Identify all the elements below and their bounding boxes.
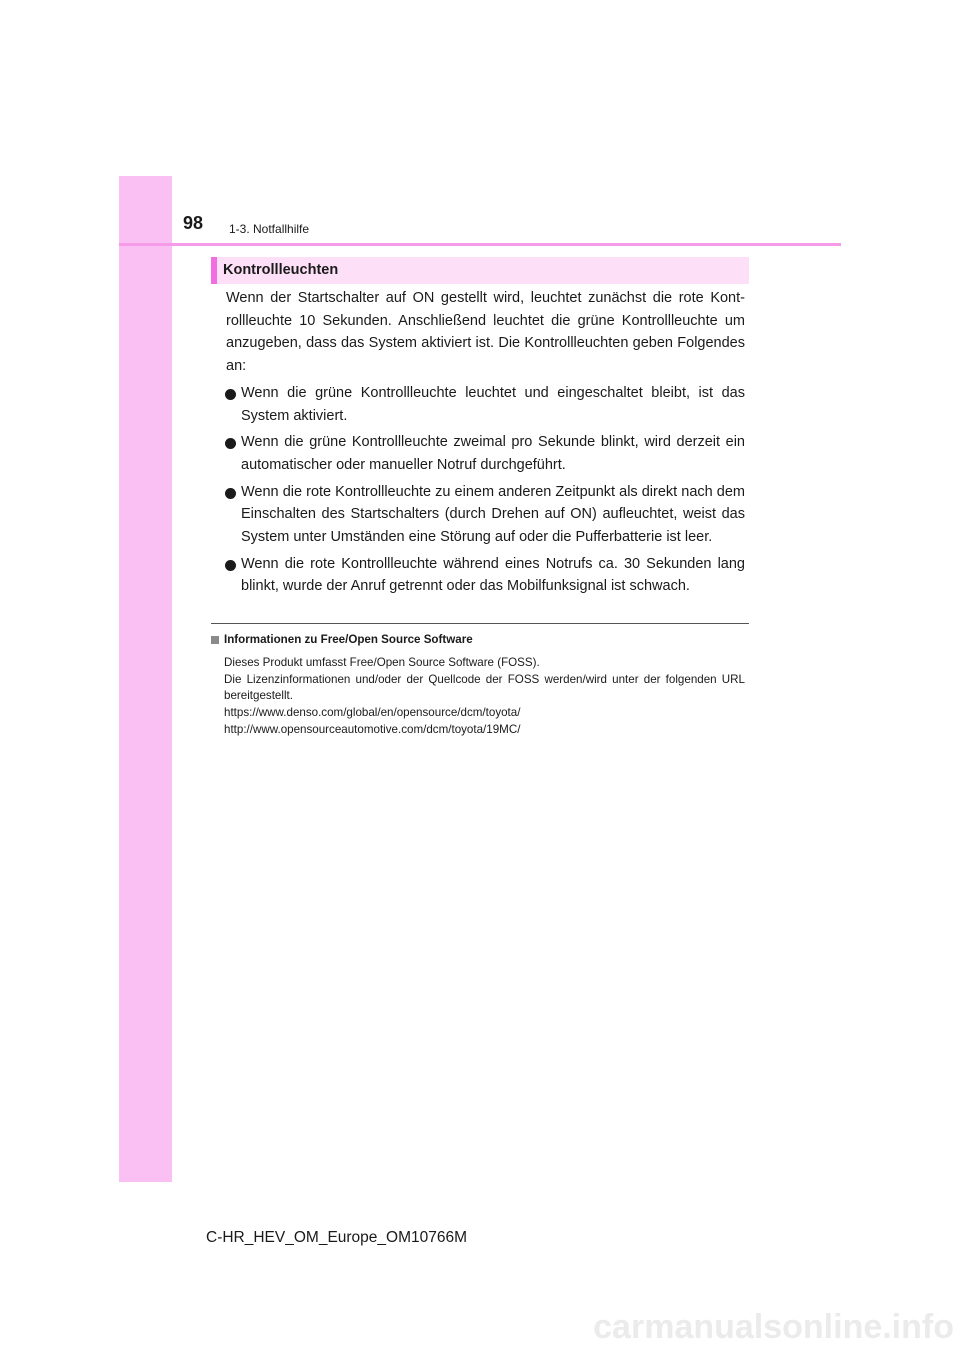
list-item (226, 382, 745, 427)
bullet-text: Wenn die rote Kontrollleuchte während eines Notrufs ca. 30 Sekunden lang blinkt, wurde der Anruf getrennt oder das Mobilfunksignal ist schwach. (241, 555, 745, 595)
section-title: Kontrollleuchten (223, 262, 339, 278)
note-body (211, 655, 745, 739)
header-rule (119, 243, 841, 246)
page-number: 98 (183, 213, 204, 233)
note-line: Dieses Produkt umfasst Free/Open Source Software (FOSS). (224, 655, 540, 669)
url-link[interactable]: https://www.denso.com/global/en/opensource/dcm/toyota/ (224, 706, 521, 720)
watermark: carmanualsonline.info (593, 1308, 954, 1346)
bullet-list (226, 382, 745, 598)
bullet-icon (225, 438, 236, 449)
url-link[interactable]: http://www.opensourceautomotive.com/dcm/toyota/19MC/ (224, 722, 521, 736)
square-bullet-icon (211, 636, 219, 644)
list-item (226, 431, 745, 476)
bullet-text: Wenn die grüne Kontrollleuchte leuchtet und eingeschaltet bleibt, ist das System aktiviert. (241, 384, 745, 424)
bullet-icon (225, 389, 236, 400)
list-item (226, 481, 745, 549)
section-body (226, 287, 745, 598)
foss-note (211, 632, 745, 739)
section-accent (211, 257, 217, 284)
bullet-text: Wenn die rote Kontrollleuchte zu einem anderen Zeitpunkt als direkt nach dem Einschalten des Startschalters (durch Drehen auf ON) aufleuchtet, weist das System unter Umständen eine Störung auf oder die Pufferbatterie ist leer. (241, 483, 745, 546)
note-heading (211, 632, 745, 649)
intro-paragraph: Wenn der Startschalter auf ON gestellt wird, leuchtet zunächst die rote Kontrollleuchte 10 Sekunden. Anschließend leuchtet die grüne Kontrollleuchte um anzugeben, dass das System aktiviert ist. Die Kontrollleuchten geben Folgendes an: (226, 290, 745, 375)
divider (211, 623, 749, 624)
document-id: C-HR_HEV_OM_Europe_OM10766M (206, 1229, 468, 1246)
bullet-icon (225, 560, 236, 571)
chapter-title: 1-3. Notfallhilfe (229, 222, 310, 236)
bullet-text: Wenn die grüne Kontrollleuchte zweimal pro Sekunde blinkt, wird derzeit ein automatischer oder manueller Notruf durchgeführt. (241, 434, 745, 473)
note-line: Die Lizenzinformationen und/oder der Quellcode der FOSS werden/wird unter der folgenden URL bereitgestellt. (224, 672, 745, 703)
side-strip (119, 176, 172, 1182)
list-item (226, 553, 745, 598)
note-heading-text: Informationen zu Free/Open Source Software (224, 633, 473, 646)
bullet-icon (225, 488, 236, 499)
